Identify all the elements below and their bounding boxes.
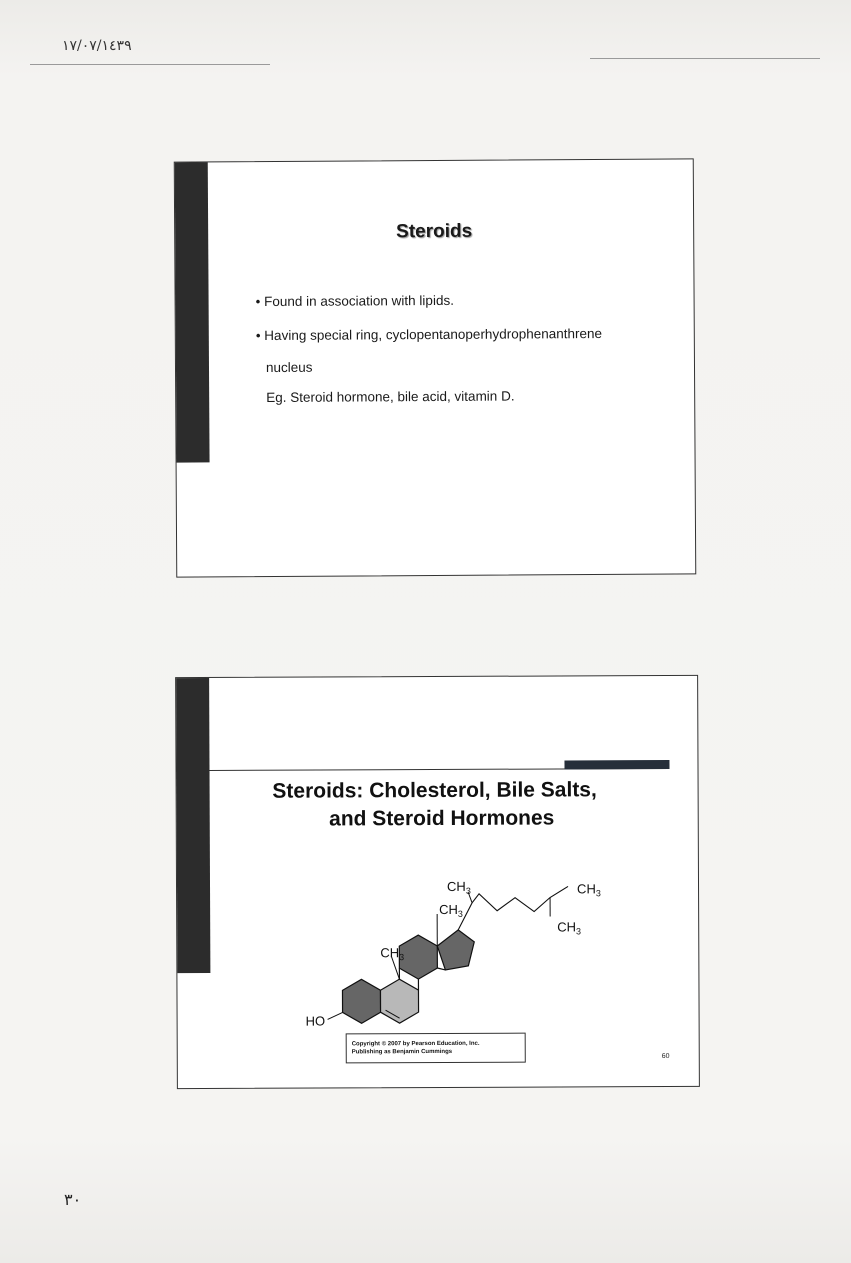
copyright-box: Copyright © 2007 by Pearson Education, Inc. Publishing as Benjamin Cummings [346, 1033, 526, 1064]
methyl-label: $CH_3$ [446, 878, 471, 896]
cholesterol-structure [287, 871, 618, 1032]
slide-side-bar [175, 162, 210, 462]
bullet-continuation: nucleus [265, 359, 313, 376]
side-chain [458, 886, 568, 929]
slide-side-bar [176, 678, 210, 973]
methyl-label: $CH_3$ [576, 881, 601, 899]
methyl-label: $CH_3$ [380, 945, 405, 963]
ring-c [399, 935, 437, 979]
example-line: Eg. Steroid hormone, bile acid, vitamin D. [266, 388, 515, 406]
slide-title: Steroids: Cholesterol, Bile Salts, and Steroid Hormones [272, 778, 597, 831]
title-accent-bar [564, 760, 669, 769]
methyl-label: $CH_3$ [557, 919, 582, 937]
header-rule-right [590, 58, 820, 59]
ring-a [342, 979, 380, 1023]
hydroxyl-label: HO [305, 1013, 326, 1029]
slide-title: Steroids [396, 220, 473, 243]
bond [328, 1012, 343, 1019]
page-number: ٣٠ [64, 1190, 82, 1209]
slide-body [256, 290, 603, 408]
bullet-item: • Having special ring, cyclopentanoperhydrophenanthrene [255, 325, 603, 344]
slide-number: 60 [661, 1052, 670, 1061]
header-rule-left [30, 64, 270, 65]
bullet-item: • Found in association with lipids. [255, 292, 454, 310]
ring-d [437, 930, 474, 970]
header-date: ١٧/٠٧/١٤٣٩ [62, 38, 132, 54]
ring-b [380, 979, 418, 1023]
methyl-label: $CH_3$ [439, 901, 463, 919]
slide-cholesterol [175, 675, 700, 1089]
slide-steroids [174, 158, 697, 577]
